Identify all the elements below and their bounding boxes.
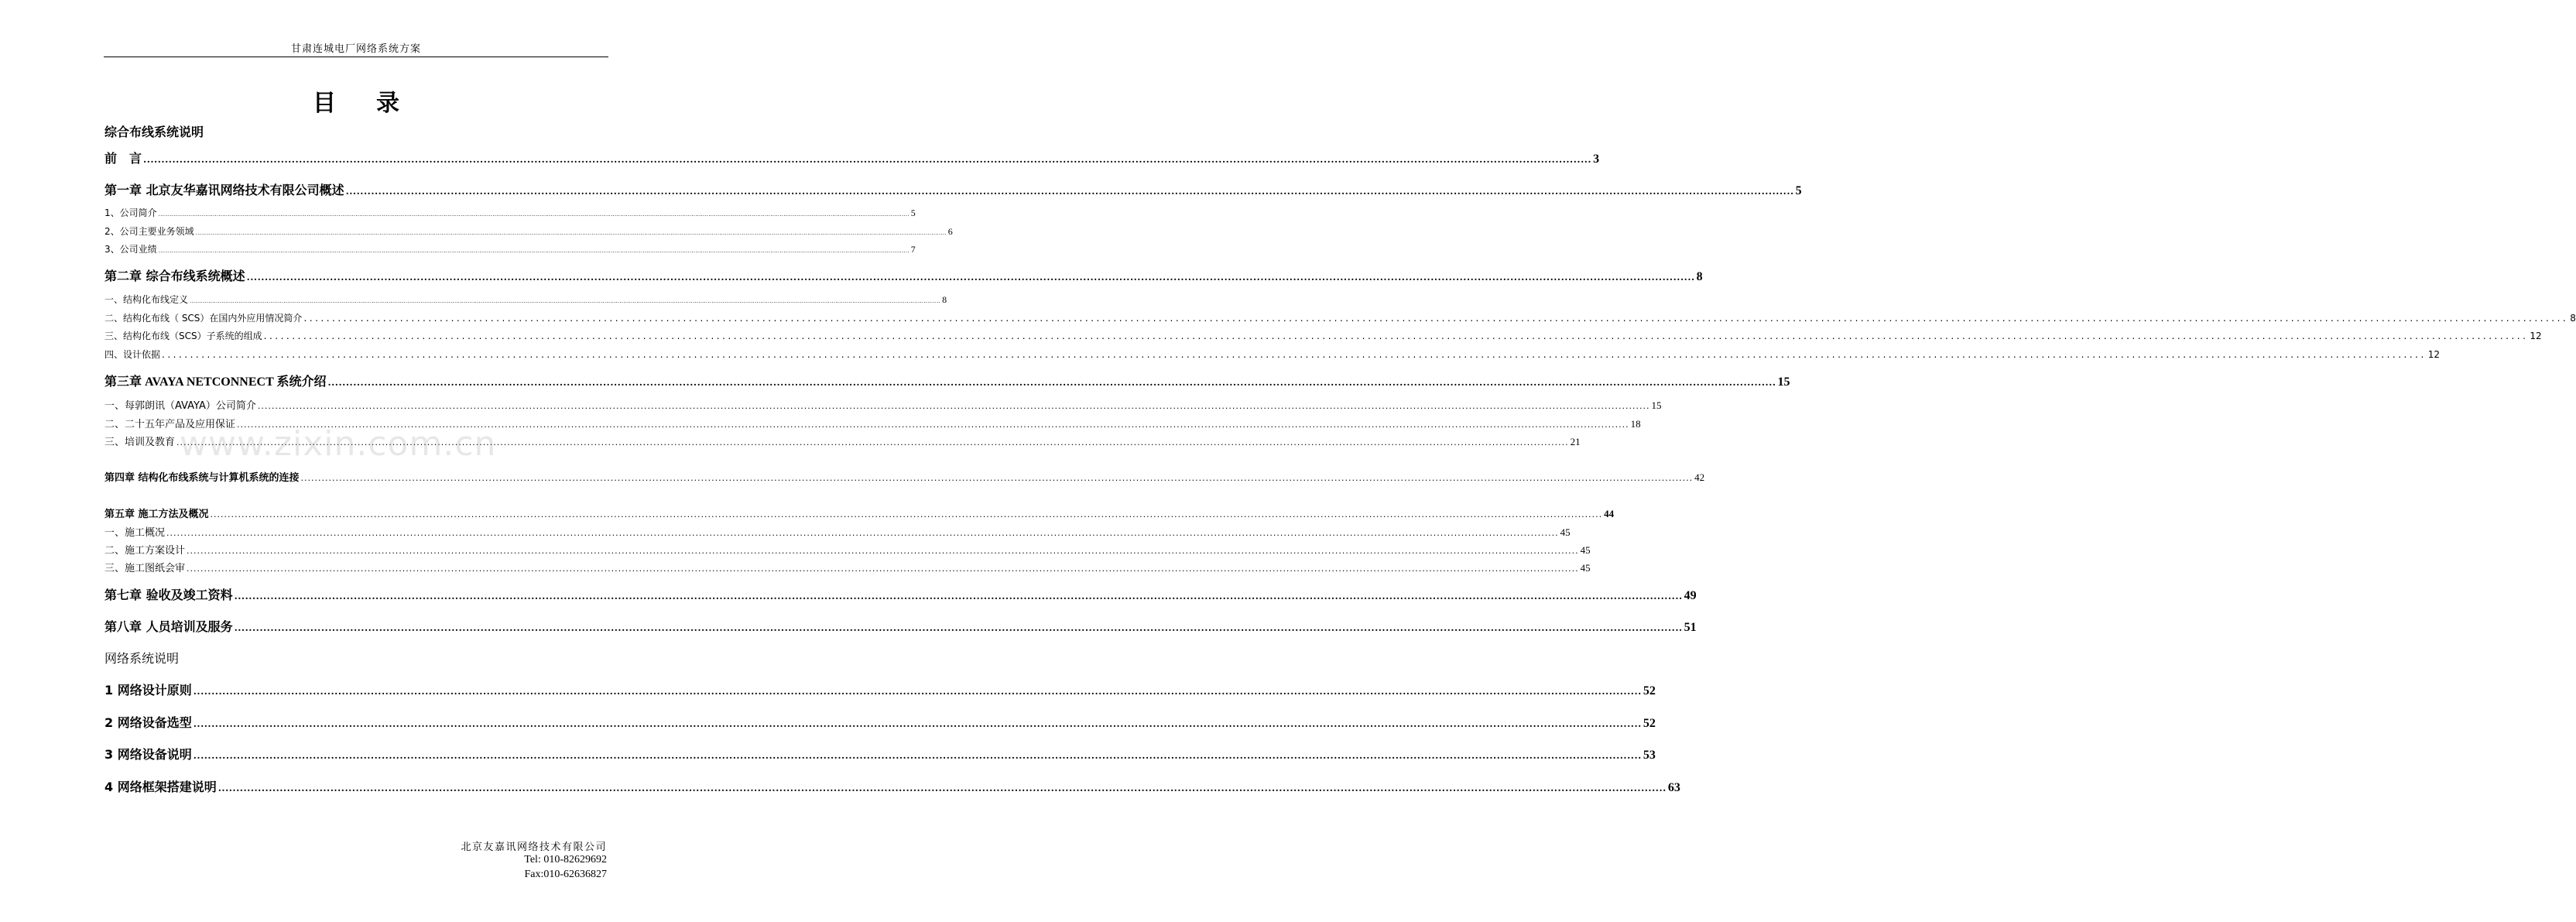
toc-entry-label: 二、施工方案设计 [104, 545, 186, 557]
toc-entry-label: 二、二十五年产品及应用保证 [104, 419, 236, 430]
toc-leader: ................................................................................................................................................................................................................................................................................................................................................................................................................ [257, 401, 1650, 411]
toc-entry-label: 第八章 人员培训及服务 [104, 619, 233, 634]
toc-leader: ................................................................................................................................................................................................................................................................................................................................................................................................................ [263, 331, 2529, 341]
toc-entry-label: 3、公司业绩 [104, 244, 157, 255]
toc-entry-label: 1、公司简介 [104, 207, 157, 218]
toc-entry-page: 5 [910, 207, 916, 218]
toc-entry[interactable] [104, 777, 1680, 795]
toc-entry[interactable] [104, 397, 1662, 412]
toc-leader: ................................................................................................................................................................................................................................................................................................................................................................................................................ [218, 783, 1667, 793]
toc-leader: ................................................................................................................................................................................................................................................................................................................................................................................................................ [234, 591, 1683, 602]
toc-entry[interactable] [104, 329, 2542, 342]
toc-entry-page: 6 [947, 226, 953, 237]
toc-entry-page: 5 [1795, 184, 1802, 197]
toc-entry-page: 8 [2570, 313, 2576, 324]
toc-entry-label: 前 言 [104, 151, 142, 166]
toc-leader: ................................................................................................................................................................................................................................................................................................................................................................................................................ [234, 622, 1683, 633]
toc-entry-label: 三、培训及教育 [104, 437, 176, 448]
section-heading-cabling: 综合布线系统说明 [104, 125, 204, 139]
toc-leader: ................................................................................................................................................................................................................................................................................................................................................................................................................ [303, 313, 2569, 324]
toc-entry-label: 三、结构化布线（SCS）子系统的组成 [104, 331, 262, 341]
toc-leader: ................................................................................................................................................................................................................................................................................................................................................................................................................ [158, 211, 909, 218]
running-header: 甘肃连城电厂网络系统方案 [290, 43, 421, 55]
toc-entry-label: 4 网络框架搭建说明 [104, 780, 217, 794]
toc-leader: ................................................................................................................................................................................................................................................................................................................................................................................................................ [246, 272, 1695, 283]
toc-entry-label: 第一章 北京友华嘉讯网络技术有限公司概述 [104, 183, 344, 197]
toc-entry-page: 49 [1684, 589, 1697, 602]
toc-entry-page: 51 [1684, 621, 1697, 634]
toc-entry-page: 3 [1593, 153, 1600, 166]
toc-leader: ................................................................................................................................................................................................................................................................................................................................................................................................................ [166, 528, 1559, 538]
toc-entry-page: 52 [1643, 684, 1656, 697]
toc-entry-page: 15 [1651, 399, 1662, 411]
toc-entry-page: 63 [1667, 781, 1680, 794]
toc-entry-page: 45 [1580, 544, 1591, 556]
toc-entry-page: 8 [942, 294, 947, 305]
toc-entry-page: 12 [2427, 349, 2441, 360]
toc-entry-label: 一、每郭朗讯（AVAYA）公司简介 [104, 400, 256, 412]
toc-entry[interactable] [104, 680, 1656, 698]
toc-leader: ................................................................................................................................................................................................................................................................................................................................................................................................................ [187, 564, 1579, 574]
toc-entry[interactable] [104, 506, 1615, 520]
toc-entry-label: 3 网络设备说明 [104, 747, 192, 762]
toc-entry-label: 1 网络设计原则 [104, 683, 192, 697]
toc-entry-label: 2、公司主要业务领域 [104, 226, 194, 237]
toc-leader: ................................................................................................................................................................................................................................................................................................................................................................................................................ [143, 154, 1592, 165]
toc-entry-page: 18 [1630, 418, 1641, 430]
toc-entry-page: 45 [1580, 562, 1591, 574]
toc-leader: ................................................................................................................................................................................................................................................................................................................................................................................................................ [237, 420, 1629, 430]
toc-entry-page: 15 [1777, 375, 1790, 389]
toc-leader: ................................................................................................................................................................................................................................................................................................................................................................................................................ [195, 230, 947, 236]
toc-entry[interactable] [104, 469, 1705, 484]
toc-entry-label: 第二章 综合布线系统概述 [104, 269, 245, 283]
toc-entry-label: 四、设计依据 [104, 349, 161, 360]
footer-company: 北京友嘉讯网络技术有限公司 [461, 841, 607, 853]
toc-entry-label: 一、施工概况 [104, 527, 166, 539]
toc-entry[interactable] [104, 372, 1790, 389]
toc-leader: ................................................................................................................................................................................................................................................................................................................................................................................................................ [300, 473, 1694, 483]
page-title-char-1: 目 [313, 90, 336, 117]
toc-entry-page: 44 [1604, 508, 1615, 519]
toc-entry-page: 12 [2530, 331, 2542, 341]
toc-entry[interactable] [104, 242, 916, 255]
toc-entry-page: 7 [910, 244, 916, 255]
toc-leader: ................................................................................................................................................................................................................................................................................................................................................................................................................ [190, 298, 941, 304]
toc-entry[interactable] [104, 348, 2441, 361]
toc-entry-label: 第三章 AVAYA NETCONNECT 系统介绍 [104, 375, 327, 389]
toc-entry-page: 21 [1570, 436, 1581, 447]
toc-entry-page: 42 [1694, 471, 1705, 483]
toc-entry[interactable] [104, 293, 947, 306]
toc-entry[interactable] [104, 542, 1591, 557]
toc-leader: ................................................................................................................................................................................................................................................................................................................................................................................................................ [193, 718, 1642, 729]
toc-entry[interactable] [104, 585, 1697, 603]
toc-entry[interactable] [104, 617, 1697, 635]
toc-entry-page: 53 [1643, 749, 1656, 762]
toc-entry-label: 第四章 结构化布线系统与计算机系统的连接 [104, 472, 300, 484]
toc-entry-label: 一、结构化布线定义 [104, 294, 189, 305]
watermark: www.zixin.com.cn [180, 424, 497, 464]
page-title [0, 84, 712, 118]
toc-entry-label: 三、施工图纸会审 [104, 563, 186, 574]
toc-leader: ................................................................................................................................................................................................................................................................................................................................................................................................................ [193, 686, 1642, 697]
toc-entry[interactable] [104, 524, 1571, 539]
toc-leader: ................................................................................................................................................................................................................................................................................................................................................................................................................ [158, 248, 909, 254]
toc-leader: ................................................................................................................................................................................................................................................................................................................................................................................................................ [162, 349, 2427, 360]
toc-entry-page: 52 [1643, 717, 1656, 730]
toc-leader: ................................................................................................................................................................................................................................................................................................................................................................................................................ [210, 509, 1603, 519]
toc-entry[interactable] [104, 266, 1703, 284]
toc-leader: ................................................................................................................................................................................................................................................................................................................................................................................................................ [327, 377, 1776, 388]
toc-leader: ................................................................................................................................................................................................................................................................................................................................................................................................................ [193, 750, 1642, 761]
page-title-char-2: 录 [376, 90, 399, 117]
toc-entry[interactable] [104, 311, 2576, 324]
toc-leader: ................................................................................................................................................................................................................................................................................................................................................................................................................ [345, 186, 1794, 197]
toc-entry-label: 第七章 验收及竣工资料 [104, 588, 233, 602]
toc-entry[interactable] [104, 560, 1591, 574]
toc-entry[interactable] [104, 206, 916, 219]
toc-entry[interactable] [104, 149, 1600, 166]
toc-entry-label: 二、结构化布线（ SCS）在国内外应用情况简介 [104, 313, 303, 324]
toc-entry[interactable] [104, 713, 1656, 731]
toc-entry[interactable] [104, 225, 953, 238]
footer-tel: Tel: 010-82629692 [524, 854, 607, 865]
footer-fax: Fax:010-62636827 [524, 869, 607, 880]
toc-entry[interactable] [104, 180, 1802, 198]
toc-leader: ................................................................................................................................................................................................................................................................................................................................................................................................................ [176, 437, 1569, 447]
toc-entry-label: 第五章 施工方法及概况 [104, 509, 209, 520]
toc-entry-page: 8 [1696, 270, 1703, 283]
toc-entry-label: 2 网络设备选型 [104, 715, 192, 730]
toc-entry-page: 45 [1560, 526, 1571, 538]
section-heading-network: 网络系统说明 [104, 651, 180, 666]
toc-entry[interactable] [104, 745, 1656, 763]
toc-leader: ................................................................................................................................................................................................................................................................................................................................................................................................................ [187, 546, 1579, 556]
